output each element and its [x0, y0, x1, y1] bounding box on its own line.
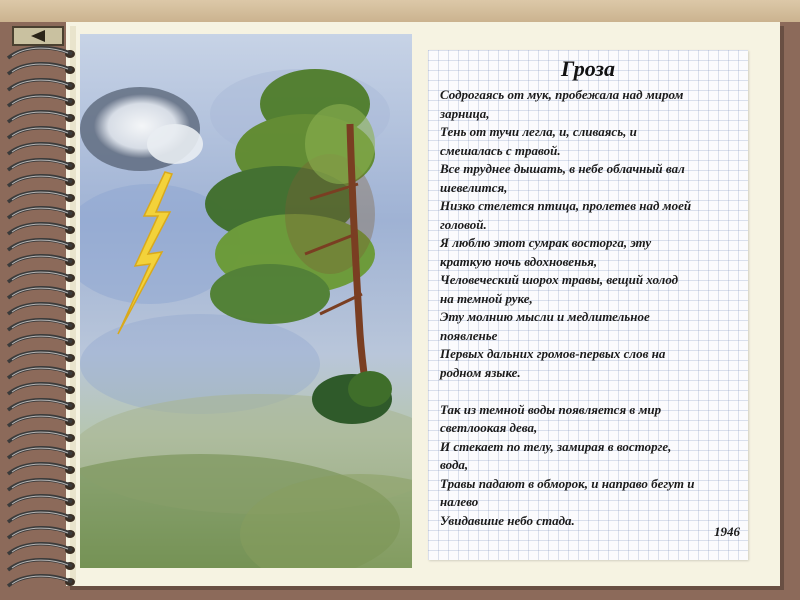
binding-ring [8, 336, 75, 346]
poem-line: Увидавшие небо стада. [440, 512, 575, 528]
binding-ring [8, 352, 75, 362]
binding-ring [8, 496, 75, 506]
poem-year: 1946 [714, 524, 740, 539]
binding-ring [8, 96, 75, 106]
poem-line: появленье [440, 327, 498, 343]
binding-ring [8, 400, 75, 410]
binding-ring [8, 576, 75, 586]
poem-line: Так из темной воды появляется в мир [440, 401, 662, 417]
poem-line: Я люблю этот сумрак восторга, эту [440, 235, 652, 250]
poem-line: Травы падают в обморок, и направо бегут и [440, 475, 695, 491]
binding-ring [8, 144, 75, 154]
binding-ring [8, 272, 75, 282]
poem-line: зарница, [440, 105, 490, 121]
poem-line: вода, [440, 457, 469, 472]
binding-ring [8, 528, 75, 538]
poem-line: светлоокая дева, [440, 420, 538, 435]
binding-ring [8, 80, 75, 90]
binding-ring [8, 384, 75, 394]
poem-line: головой. [440, 216, 487, 232]
spiral-binding [0, 30, 90, 590]
top-band [0, 0, 800, 22]
binding-ring [8, 48, 75, 58]
binding-ring [8, 208, 75, 218]
binding-ring [8, 128, 75, 138]
binding-ring [8, 560, 75, 570]
binding-ring [8, 480, 75, 490]
poem-text [440, 86, 744, 530]
binding-ring [8, 368, 75, 378]
binding-ring [8, 544, 75, 554]
poem-line: на темной руке, [440, 290, 533, 306]
binding-ring [8, 304, 75, 314]
binding-ring [8, 432, 75, 442]
poem-line: налево [440, 494, 479, 509]
poem-line: Тень от тучи легла, и, сливаясь, и [440, 124, 637, 139]
binding-ring [8, 464, 75, 474]
poem-title: Гроза [561, 56, 615, 81]
poem-card [428, 50, 748, 560]
binding-ring [8, 160, 75, 170]
poem-line: смешалась с травой. [440, 142, 561, 158]
painting-image [80, 34, 412, 568]
binding-ring [8, 288, 75, 298]
poem-line: И стекает по телу, замирая в восторге, [440, 438, 672, 454]
poem-line: Содрогаясь от мук, пробежала над миром [440, 87, 684, 102]
poem-line: Все труднее дышать, в небе облачный вал [440, 161, 685, 176]
stanza-gap [440, 382, 744, 401]
poem-line: Низко стелется птица, пролетев над моей [440, 198, 692, 213]
poem-line: краткую ночь вдохновенья, [440, 253, 598, 269]
binding-ring [8, 64, 75, 74]
storm-painting [80, 34, 412, 568]
binding-ring [8, 240, 75, 250]
binding-ring [8, 320, 75, 330]
poem-line: шевелится, [440, 179, 508, 195]
binding-ring [8, 176, 75, 186]
poem-line: Первых дальних громов-первых слов на [440, 346, 666, 361]
binding-ring [8, 416, 75, 426]
binding-ring [8, 192, 75, 202]
poem-line: Человеческий шорох травы, вещий холод [440, 272, 679, 287]
poem-line: Эту молнию мысли и медлительное [440, 309, 650, 324]
poem-line: родном языке. [440, 364, 521, 380]
binding-ring [8, 224, 75, 234]
binding-ring [8, 448, 75, 458]
binding-ring [8, 256, 75, 266]
binding-ring [8, 112, 75, 122]
binding-ring [8, 512, 75, 522]
